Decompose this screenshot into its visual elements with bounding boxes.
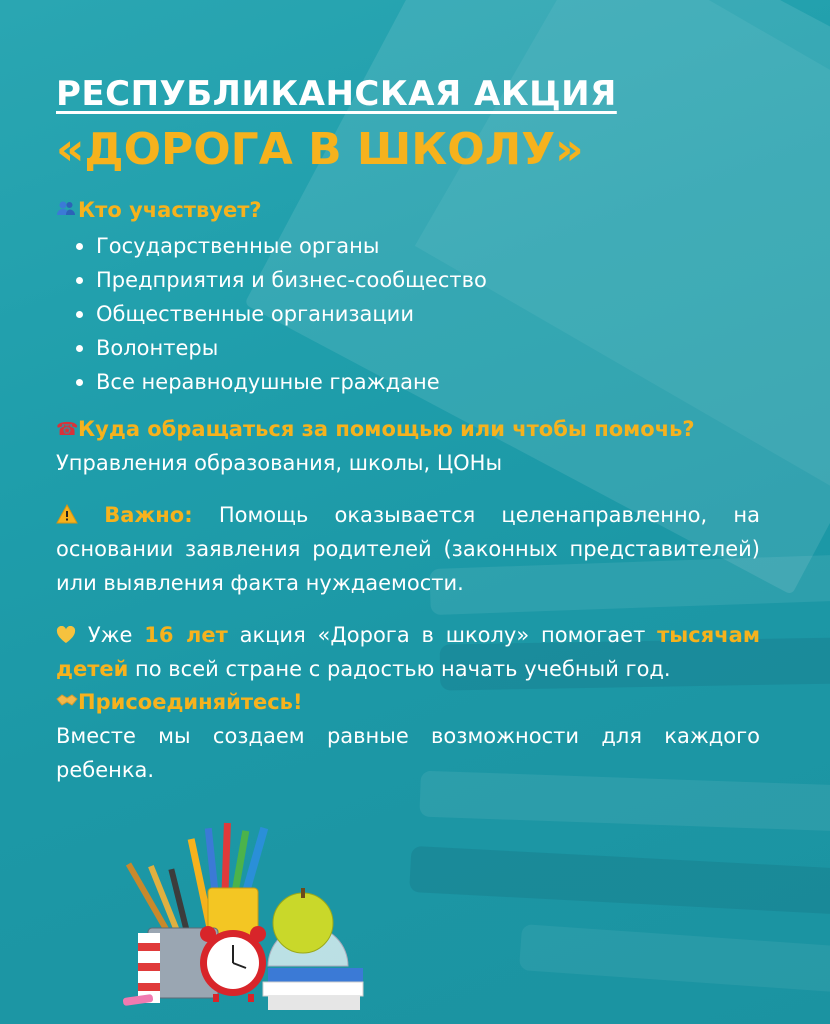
list-item: Предприятия и бизнес-сообщество [56, 263, 760, 297]
background-pencil [409, 846, 830, 920]
important-label: Важно: [104, 503, 193, 527]
important-text: Помощь оказывается целенаправленно, на основании заявления родителей (законных представителей) или выявления факта нуждаемости. [56, 503, 760, 595]
years-section [56, 618, 760, 787]
years-paragraph [56, 618, 760, 686]
title-line-1: РЕСПУБЛИКАНСКАЯ АКЦИЯ [56, 74, 617, 114]
list-item: Все неравнодушные граждане [56, 365, 760, 399]
who-section [56, 194, 760, 399]
book [263, 982, 363, 996]
handshake-icon [56, 687, 78, 719]
telephone-icon: ☎ [56, 419, 79, 440]
contact-section [56, 413, 760, 480]
contact-heading-text: Куда обращаться за помощью или чтобы помочь? [78, 417, 695, 441]
list-item: Волонтеры [56, 331, 760, 365]
join-text: Вместе мы создаем равные возможности для каждого ребенка. [56, 724, 760, 782]
list-item: Государственные органы [56, 229, 760, 263]
participants-list [56, 229, 760, 399]
join-heading-text: Присоединяйтесь! [78, 690, 303, 714]
years-text-2: акция «Дорога в школу» помогает [227, 623, 658, 647]
years-highlight: 16 лет [144, 623, 228, 647]
title-line-2: «ДОРОГА В ШКОЛУ» [56, 124, 584, 175]
list-item: Общественные организации [56, 297, 760, 331]
years-text-1: Уже [87, 623, 145, 647]
who-heading [56, 194, 760, 227]
children-highlight-1: тысячам [657, 623, 760, 647]
important-paragraph [56, 498, 760, 600]
who-heading-text: Кто участвует? [78, 198, 262, 222]
contact-text: Управления образования, школы, ЦОНы [56, 451, 503, 475]
background-pencil [519, 924, 830, 1002]
main-content [56, 70, 760, 787]
years-text-3: по всей стране с радостью начать учебный год. [128, 657, 671, 681]
apple-icon [273, 893, 333, 953]
people-icon [56, 195, 78, 227]
book [268, 996, 360, 1010]
warning-icon [56, 503, 104, 527]
contact-heading [56, 413, 760, 446]
join-heading [56, 686, 760, 719]
book [268, 968, 363, 982]
children-highlight-2: детей [56, 657, 129, 681]
heart-icon [56, 623, 88, 647]
important-section [56, 498, 760, 600]
school-supplies-illustration [118, 818, 368, 1018]
